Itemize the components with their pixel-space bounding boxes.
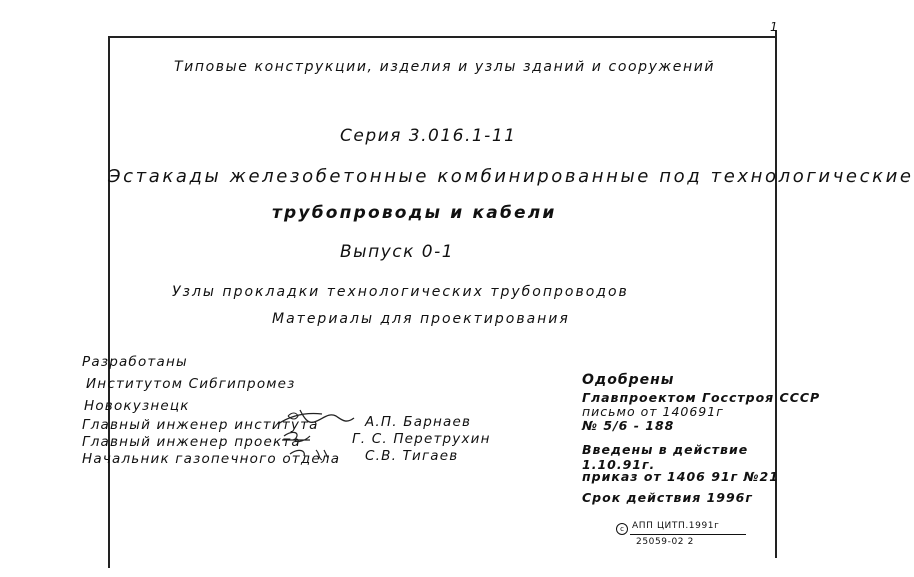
series-label: Серия 3.016.1-11	[340, 126, 517, 146]
approval-line: письмо от 140691г	[582, 404, 724, 419]
header-line: Типовые конструкции, изделия и узлы зданий и сооружений	[174, 59, 716, 75]
page-number: 1	[770, 20, 778, 34]
copyright-icon: c	[616, 523, 628, 535]
handwritten-signatures	[270, 402, 370, 466]
introduction-line: приказ от 1406 91г №21	[582, 469, 779, 484]
introduction-line: Введены в действие	[582, 442, 749, 457]
validity-line: Срок действия 1996г	[582, 490, 753, 505]
signatory-name: С.В. Тигаев	[365, 448, 459, 464]
introduction-line: 1.10.91г.	[582, 457, 656, 472]
developer-role: Главный инженер проекта	[82, 434, 301, 450]
developer-line: Институтом Сибгипромез	[86, 376, 296, 392]
developer-role: Главный инженер института	[82, 417, 319, 433]
approval-line: № 5/6 - 188	[582, 418, 675, 433]
signatory-name: Г. С. Перетрухин	[352, 431, 491, 447]
subtitle-line-1: Узлы прокладки технологических трубопроводов	[172, 284, 629, 300]
issue-label: Выпуск 0-1	[340, 242, 455, 262]
developer-line: Разработаны	[82, 354, 188, 370]
developer-role: Начальник газопечного отдела	[82, 451, 341, 467]
stamp-code: 25059-02 2	[636, 537, 694, 547]
title-line-1: Эстакады железобетонные комбинированные под технологические	[108, 166, 914, 187]
approval-line: Главпроектом Госстроя СССР	[582, 390, 821, 405]
signatory-name: А.П. Барнаев	[365, 414, 472, 430]
approval-title: Одобрены	[582, 372, 675, 388]
title-frame	[108, 36, 776, 568]
publisher-stamp: АПП ЦИТП.1991г	[632, 521, 720, 531]
developer-line: Новокузнецк	[84, 398, 190, 414]
subtitle-line-2: Материалы для проектирования	[272, 311, 570, 327]
title-line-2: трубопроводы и кабели	[272, 203, 557, 223]
stamp-underline	[630, 534, 746, 535]
